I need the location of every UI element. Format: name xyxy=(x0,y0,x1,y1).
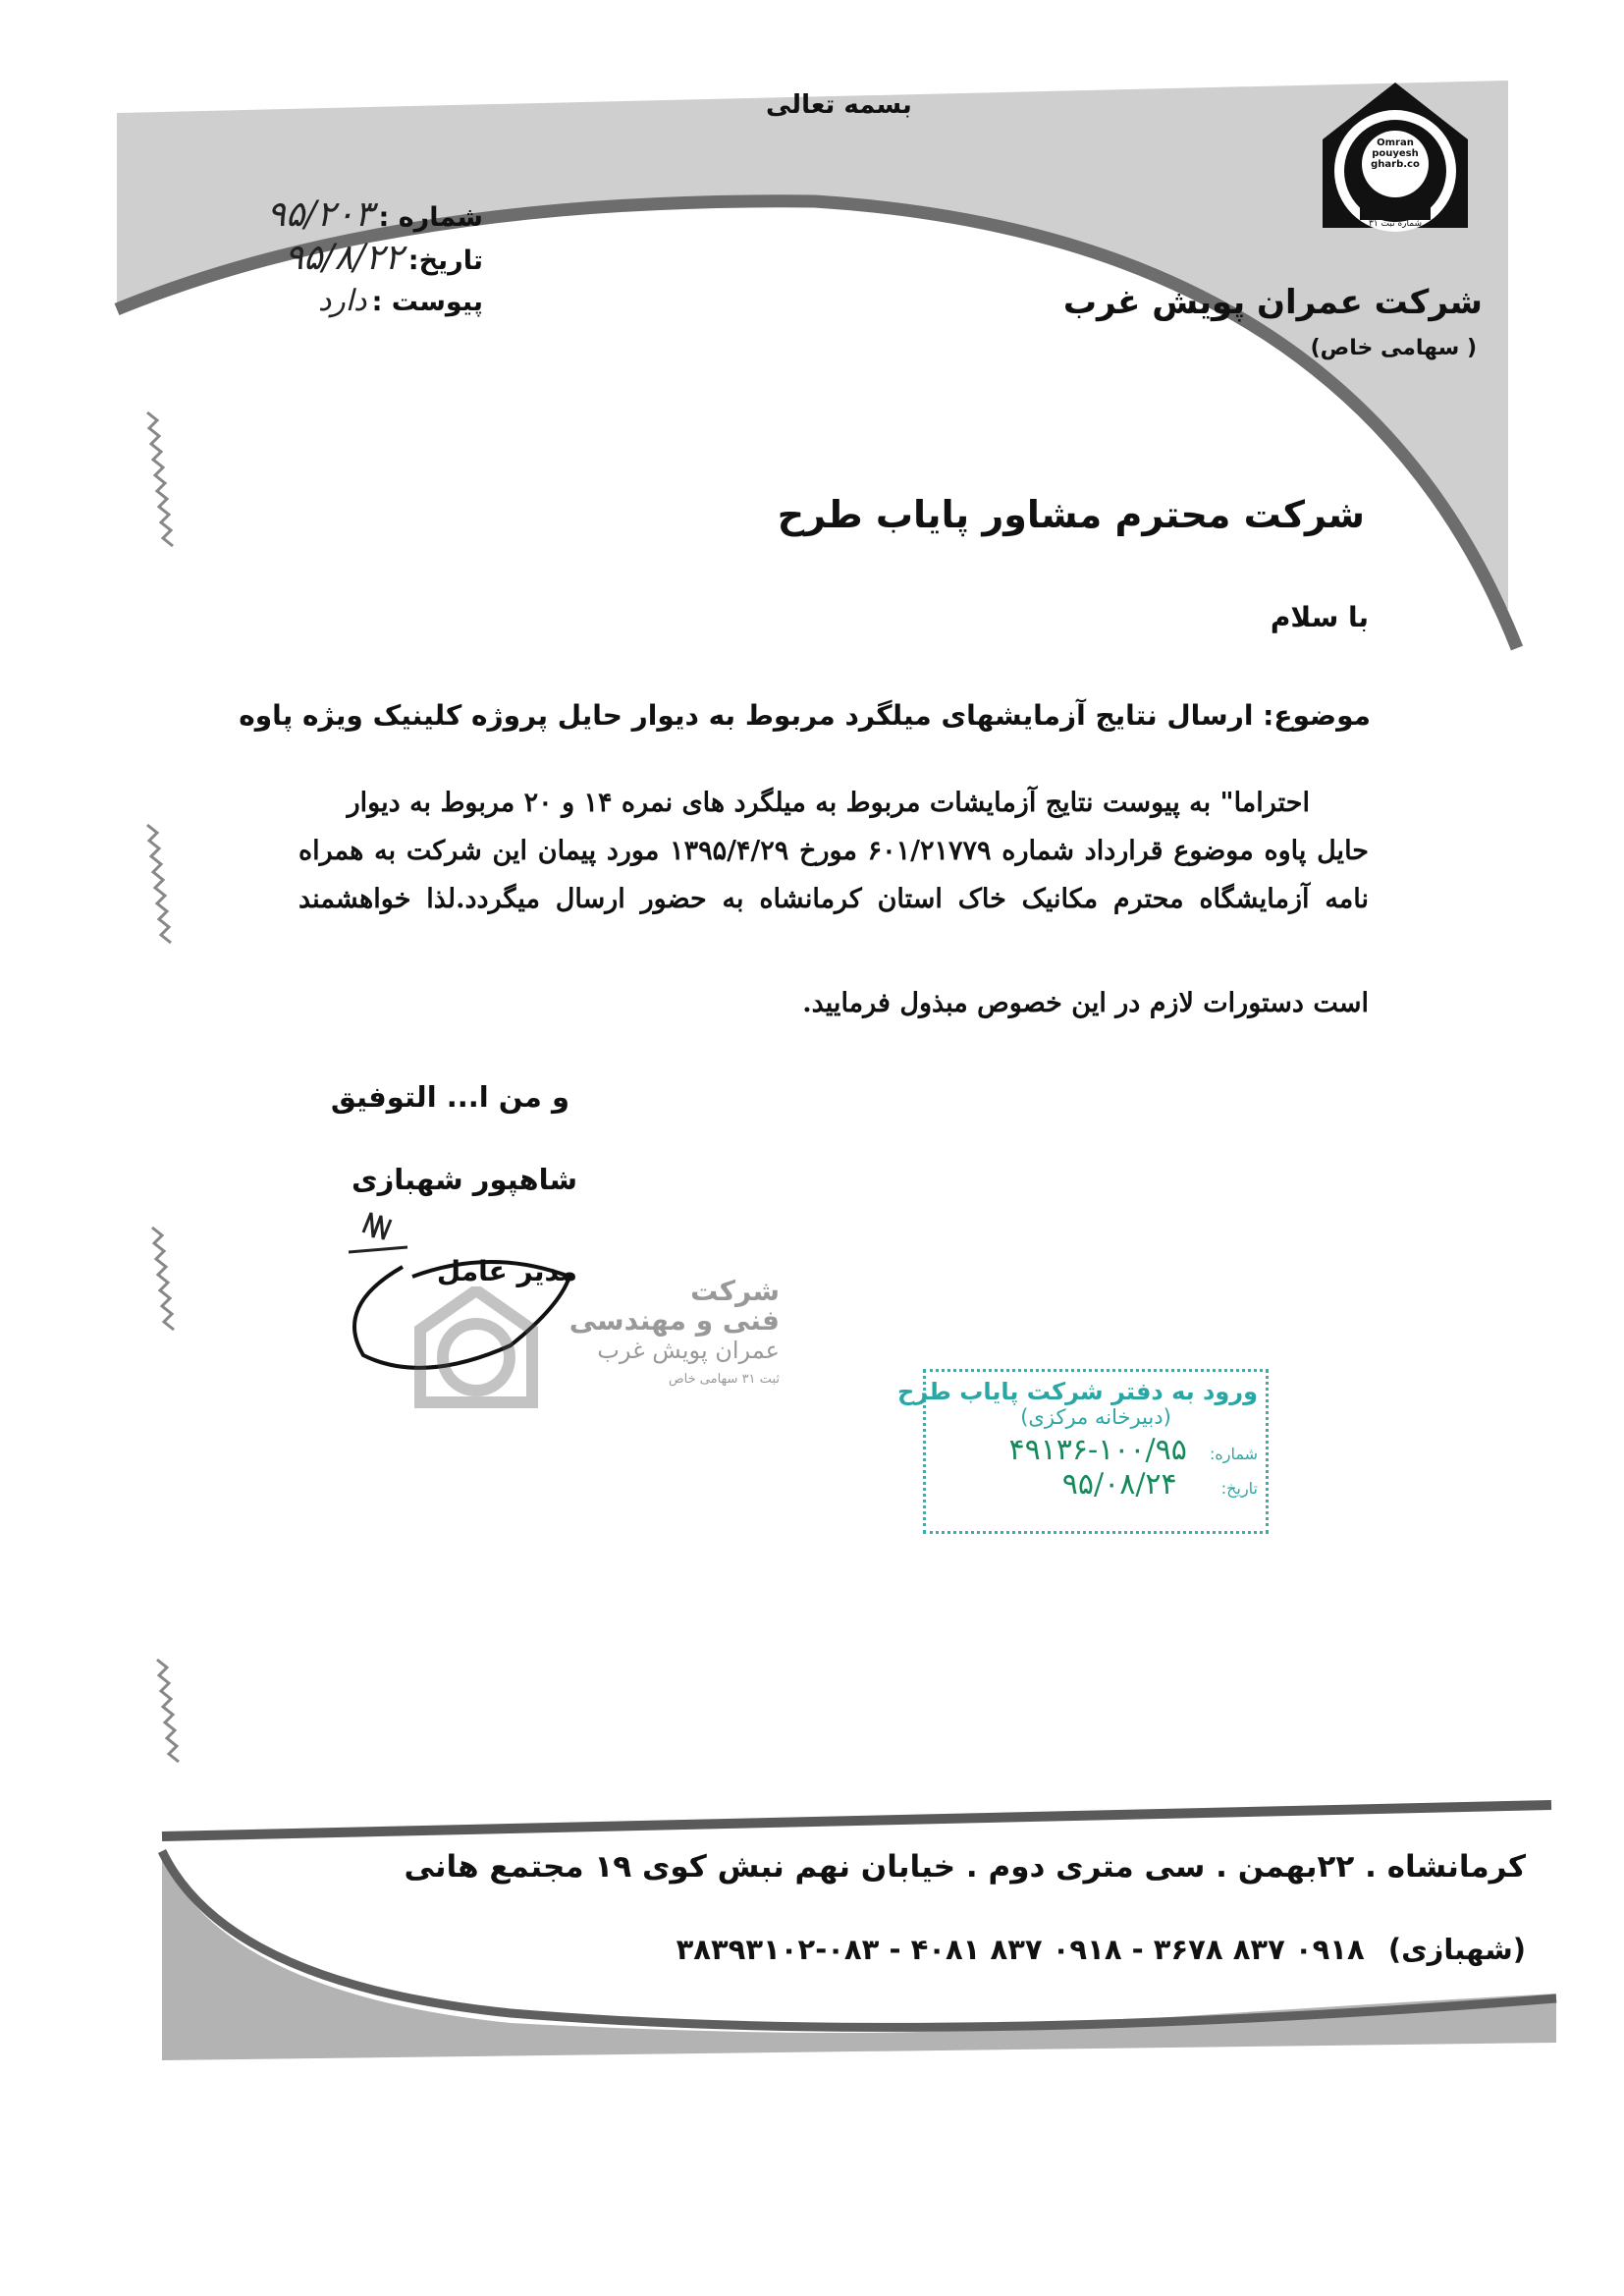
company-name: شرکت عمران پویش غرب xyxy=(1062,283,1483,322)
header-meta xyxy=(267,196,483,324)
closing: و من ا... التوفیق xyxy=(330,1080,569,1114)
attachment-value: دارد xyxy=(317,284,367,318)
stamp-date-value: ۹۵/۰۸/۲۴ xyxy=(1061,1467,1177,1502)
addressee: شرکت محترم مشاور پایاب طرح xyxy=(777,493,1365,536)
invocation: بسمه تعالی xyxy=(766,90,912,120)
attachment-label: پیوست : xyxy=(371,287,483,317)
company-logo xyxy=(1311,81,1480,249)
signer-title: مدیر عامل xyxy=(436,1255,577,1287)
number-label: شماره : xyxy=(378,202,483,233)
logo-reg: شماره ثبت ۳۱ xyxy=(1369,219,1422,229)
footer-line xyxy=(162,1805,1551,1836)
body-line: است دستورات لازم در این خصوص مبذول فرمایید. xyxy=(802,988,1369,1018)
stamp-subtitle: (دبیرخانه مرکزی) xyxy=(1020,1405,1171,1429)
logo-text: Omran xyxy=(1377,137,1414,148)
company-seal xyxy=(569,1277,780,1394)
signer-name: شاهپور شهبازی xyxy=(352,1163,577,1196)
footer-phones: ۰۹۱۸ ۸۳۷ ۳۶۷۸ - ۰۹۱۸ ۸۳۷ ۴۰۸۱ - ۰۸۳-۳۸۳۹۳۱۰۲ xyxy=(676,1933,1365,1966)
date-value: ۹۵/۸/۲۲ xyxy=(284,238,404,278)
body-line: احتراما" به پیوست نتایج آزمایشات مربوط به میلگرد های نمره ۱۴ و ۲۰ مربوط به دیوار xyxy=(347,788,1310,818)
logo-text: pouyesh xyxy=(1372,148,1419,159)
company-type: ( سهامی خاص) xyxy=(1310,336,1477,360)
company-seal-emblem xyxy=(412,1286,540,1414)
seal-line: ثبت ۳۱ سهامی خاص xyxy=(668,1372,780,1387)
received-stamp xyxy=(897,1369,1269,1534)
footer-address: کرمانشاه . ۲۲بهمن . سی متری دوم . خیابان نهم نبش کوی ۱۹ مجتمع هانی xyxy=(404,1849,1526,1885)
stamp-number-value: ۱۰۰/۹۵-۴۹۱۳۶ xyxy=(1008,1433,1187,1467)
stamp-title: ورود به دفتر شرکت پایاب طرح xyxy=(897,1378,1258,1405)
seal-line: شرکت xyxy=(690,1275,780,1307)
logo-text: gharb.co xyxy=(1371,159,1420,170)
seal-line: عمران پویش غرب xyxy=(597,1337,780,1364)
body-line: حایل پاوه موضوع قرارداد شماره ۶۰۱/۲۱۷۷۹ مورخ ۱۳۹۵/۴/۲۹ مورد پیمان این شرکت به همراه xyxy=(298,836,1369,866)
footer-phone-label: (شهبازی) xyxy=(1387,1933,1526,1966)
subject: موضوع: ارسال نتایج آزمایشهای میلگرد مربوط به دیوار حایل پروژه کلینیک ویژه پاوه xyxy=(239,699,1371,732)
greeting: با سلام xyxy=(1270,601,1369,633)
number-value: ۹۵/۲۰۳ xyxy=(266,194,374,235)
date-label: تاریخ: xyxy=(407,246,483,276)
footer-phones-row xyxy=(677,1933,1526,1966)
stamp-number-label: شماره: xyxy=(1209,1445,1258,1463)
body-line: نامه آزمایشگاه محترم مکانیک خاک استان کرمانشاه به حضور ارسال میگردد.لذا خواهشمند xyxy=(298,884,1369,914)
stamp-date-label: تاریخ: xyxy=(1220,1479,1258,1498)
scan-marks xyxy=(147,412,179,1762)
seal-line: فنی و مهندسی xyxy=(568,1304,780,1337)
